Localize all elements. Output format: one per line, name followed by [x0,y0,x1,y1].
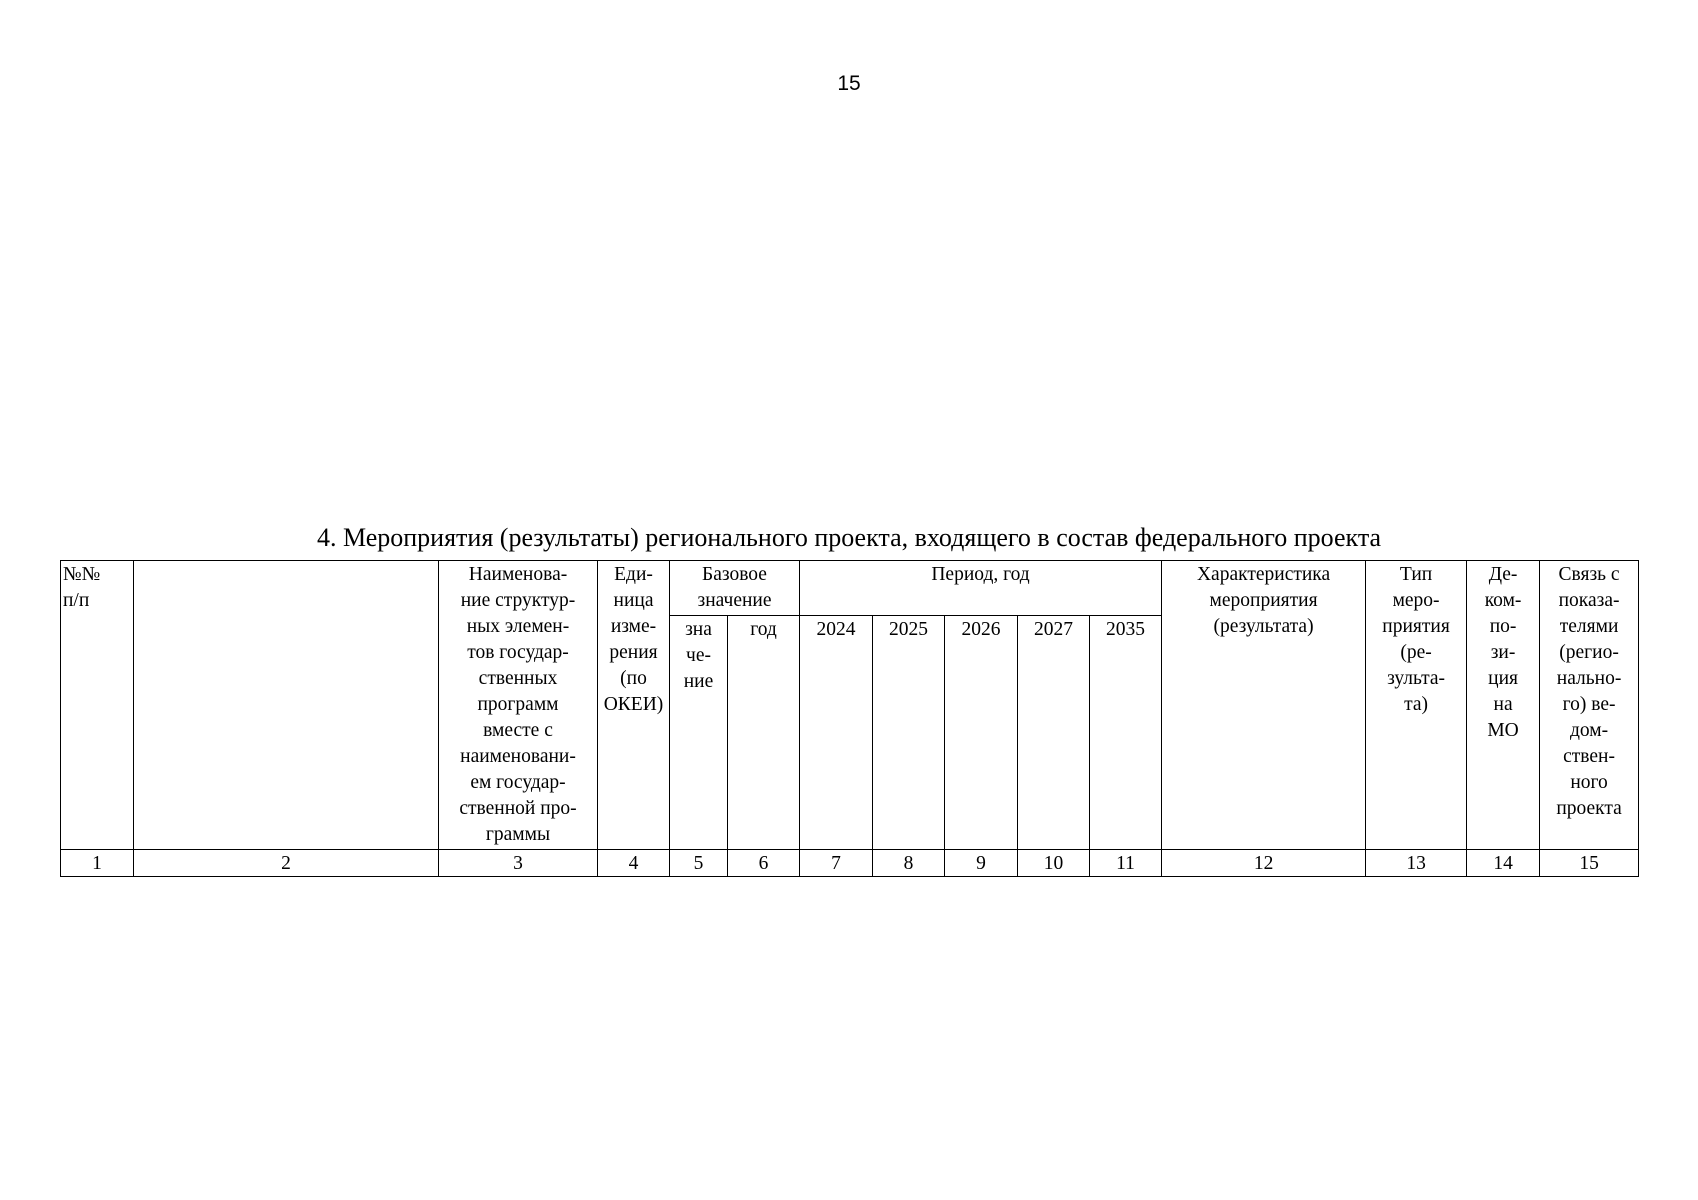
column-number: 1 [61,850,134,877]
column-number: 15 [1540,850,1639,877]
header-num: №№ п/п [61,561,134,850]
column-numbers-row [61,850,1639,877]
header-year-2024: 2024 [800,616,873,850]
measures-table [60,560,1639,877]
column-number: 10 [1018,850,1090,877]
column-number: 7 [800,850,873,877]
column-number: 13 [1366,850,1467,877]
table-title: 4. Мероприятия (результаты) регионального проекта, входящего в состав федерального проекта [316,523,1382,552]
header-year-2026: 2026 [945,616,1018,850]
header-base-value: зна че- ние [670,616,728,850]
column-number: 12 [1162,850,1366,877]
header-year-2027: 2027 [1018,616,1090,850]
header-decomposition: Де- ком- по- зи- ция на МО [1467,561,1540,850]
column-number: 8 [873,850,945,877]
header-base: Базовое значение [670,561,800,616]
header-unit: Еди- ница изме- рения (по ОКЕИ) [598,561,670,850]
column-number: 3 [439,850,598,877]
column-number: 2 [134,850,439,877]
header-year-2035: 2035 [1090,616,1162,850]
page-number: 15 [837,72,861,95]
column-number: 9 [945,850,1018,877]
column-number: 4 [598,850,670,877]
header-period: Период, год [800,561,1162,616]
column-number: 11 [1090,850,1162,877]
header-name: Наименова- ние структур- ных элемен- тов государ- ственных программ вместе с наименовани- ем государ- ственной про- граммы [439,561,598,850]
column-number: 6 [728,850,800,877]
header-row-1 [61,561,1639,616]
header-base-year: год [728,616,800,850]
header-link: Связь с показа- телями (регио- нально- го) ве- дом- ствен- ного проекта [1540,561,1639,850]
column-number: 14 [1467,850,1540,877]
header-year-2025: 2025 [873,616,945,850]
header-characteristic: Характеристика мероприятия (результата) [1162,561,1366,850]
header-col-2 [134,561,439,850]
header-type: Тип меро- приятия (ре- зульта- та) [1366,561,1467,850]
column-number: 5 [670,850,728,877]
